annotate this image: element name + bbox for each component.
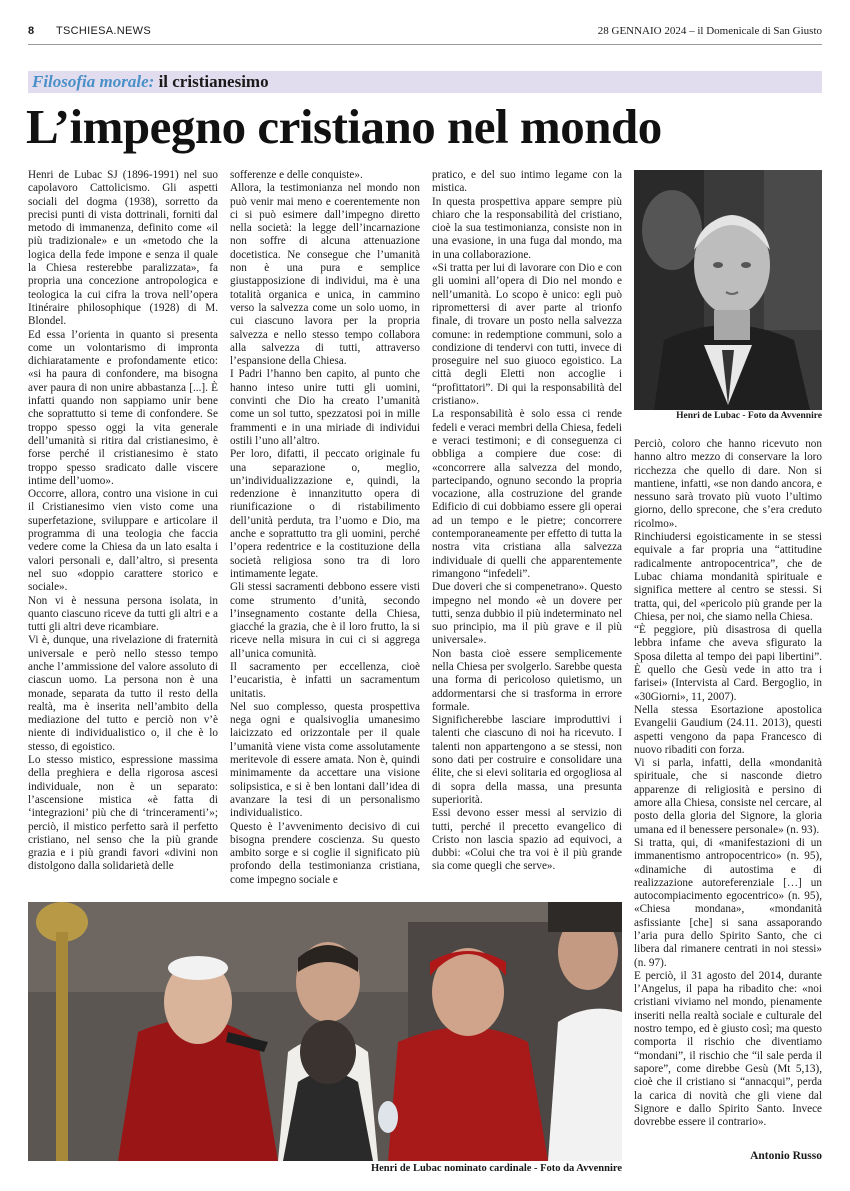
site-name: TSCHIESA.NEWS	[56, 25, 151, 37]
paragraph: Due doveri che si compenetrano». Questo impegno nel mondo «è un dovere per tutti, senza dubbio il più indeterminato nel suo principio, ma il più grave e il più universale».	[432, 581, 622, 647]
paragraph: In questa prospettiva appare sempre più chiaro che la responsabilità del cristiano, cioè la sua testimonianza, consiste non in una evasione, in una fuga dal mondo, ma in una collaborazione.	[432, 195, 622, 261]
paragraph: «Si tratta per lui di lavorare con Dio e con gli uomini all’opera di Dio nel mondo e nell’umanità. Lo scopo è unico: egli può ripromettersi di aver parte al trionfo finale, di trovare un posto nella salvezza comune: in redemptione communi, solo a condizione di tendervi con tutti, invece di proseguire nel suo giuoco egoistico. La città degli Eletti non accoglie i “profittatori”. Di qui la responsabilità del cristiano».	[432, 262, 622, 408]
paragraph: Nella stessa Esortazione apostolica Evangelii Gaudium (24.11. 2013), questi aspetti vengono da papa Francesco di nuovo ribaditi con forza.	[634, 703, 822, 756]
paragraph: Essi devono esser messi al servizio di tutti, perché il precetto evangelico di Cristo non lascia spazio ad equivoci, a dubbi: «Colui che tra voi è il più grande sia come quegli che serve».	[432, 807, 622, 873]
paragraph: Non basta cioè essere semplicemente nella Chiesa per svolgerlo. Sarebbe questa una forma di pericoloso quietismo, un addormentarsi che si trasforma in errore formale.	[432, 647, 622, 713]
paragraph: Per loro, difatti, il peccato originale fu una separazione o, meglio, un’individualizzazione e, quindi, la redenzione è innanzitutto opera di riunificazione o di ristabilimento dell’unità perduta, tra l’uomo e Dio, ma anche e soprattutto tra gli uomini, perché l’opera redentrice e la costituzione della società religiosa sono tra di loro intimamente legate.	[230, 448, 420, 580]
ceremony-caption: Henri de Lubac nominato cardinale - Foto da Avvennire	[370, 1163, 622, 1174]
paragraph: “È peggiore, più disastrosa di quella lebbra infame che aveva sfigurato la Sposa diletta al tempo dei papi libertini”. È quello che Gesù vede in atto tra i farisei» (Intervista al Card. Bergoglio, in «30Giorni», 11, 2007).	[634, 624, 822, 703]
article-headline: L’impegno cristiano nel mondo	[26, 99, 662, 154]
paragraph: E perciò, il 31 agosto del 2014, durante l’Angelus, il papa ha ribadito che: «noi cristiani viviamo nel mondo, pienamente inseriti nella realtà sociale e culturale del nostro tempo, ed è giusto così; ma questo comporta il rischio che diventiamo “mondani”, il rischio che “il sale perda il sapore”, come direbbe Gesù (Mt 5,13), cioè che il cristiano si “annacqui”, perda la carica di novità che gli viene dal Signore e dallo Spirito Santo. Invece dovrebbe essere il contrario».	[634, 969, 822, 1129]
paragraph: Gli stessi sacramenti debbono essere visti come strumento d’unità, secondo l’insegnamento costante della Chiesa, giacché la grazia, che è il loro frutto, la si riceve nella misura in cui ci si aggrega all’unica comunità.	[230, 581, 420, 660]
paragraph: Significherebbe lasciare improduttivi i talenti che ciascuno di noi ha ricevuto. I talenti non appartengono a se stessi, non sono dati per costruire e consolidare una élite, che si elevi solitaria ed orgogliosa al di sopra della massa, una presunta superiorità.	[432, 714, 622, 806]
running-header	[28, 22, 822, 42]
paragraph: Henri de Lubac SJ (1896-1991) nel suo capolavoro Cattolicismo. Gli aspetti sociali del dogma (1938), sorretto da precisi punti di vista dottrinali, forniti dal metodo di immanenza, definito come «il più tradizionale» e un «metodo che la logica della fede impone e senza il quale la Chiesa resterebbe paralizzata», fa propria una concezione antropologica e teologica la cui cifra la trova nell’opera Itinéraire philosophique (1928) di M. Blondel.	[28, 169, 218, 328]
kicker-topic: il cristianesimo	[158, 72, 269, 91]
paragraph: Nel suo complesso, questa prospettiva nega ogni e qualsivoglia umanesimo laicizzato ed orizzontale per il quale l’umanità viene vista come assolutamente meritevole di essere amata. Non è, quindi minimamente da accettare una visione solipsistica, e si è ben lontani dall’idea di avanzare la tesi di un personalismo individualistico.	[230, 700, 420, 820]
paragraph: Allora, la testimonianza nel mondo non può venir mai meno e coerentemente non ci si può esimere dall’impegno diretto nella società: la legge dell’incarnazione non soffre di alcuna attenuazione docetistica. Ne consegue che l’umanità non è una pura e semplice giustapposizione di individui, ma è una totalità organica e unica, in cammino verso la salvezza come un solo uomo, in cui ciascuno lavora per la propria salvezza e nello stesso tempo collabora alla salvezza di tutti, attraverso l’espansione della Chiesa.	[230, 182, 420, 368]
issue-date: 28 GENNAIO 2024 – il Domenicale di San Giusto	[597, 25, 822, 37]
article-column-4	[634, 438, 822, 1129]
cardinal-ceremony-photo	[28, 902, 622, 1161]
paragraph: Lo stesso mistico, espressione massima della preghiera e della rigorosa ascesi individuale, non è un separato: l’ascensione mistica «è fatta di ‘integrazioni’ più che di ‘trinceramenti’»; perciò, il mistico perfetto sarà il perfetto cristiano, nel senso che la più grande grazia e i più grandi favori «divini non distolgono dalla solidarietà delle	[28, 754, 218, 873]
article-column-2	[230, 169, 420, 887]
paragraph: Non vi è nessuna persona isolata, in quanto ciascuno riceve da tutti gli altri e a tutti gli altri deve ricambiare.	[28, 594, 218, 634]
article-column-3	[432, 169, 622, 874]
portrait-photo	[634, 170, 822, 410]
paragraph: sofferenze e delle conquiste».	[230, 169, 363, 181]
paragraph: Questo è l’avvenimento decisivo di cui bisogna prendere coscienza. Su questo ambito sorge e si coglie il significato più profondo della testimonianza cristiana, come impegno sociale e	[230, 820, 420, 886]
kicker-section: Filosofia morale:	[32, 72, 155, 91]
paragraph: Si tratta, qui, di «manifestazioni di un immanentismo antropocentrico» (n. 95), «dinamiche di autostima e di realizzazione autoreferenziale […] un autocompiacimento egocentrico» (n. 95), «Chiesa mondana», «mondanità asfissiante [che] si sana assaporando l’aria pura dello Spirito Santo, che ci libera dal rimanere centrati in noi stessi» (n. 97).	[634, 836, 822, 969]
paragraph: pratico, e del suo intimo legame con la mistica.	[432, 169, 622, 195]
section-kicker	[28, 71, 822, 93]
paragraph: La responsabilità è solo essa ci rende fedeli e veraci membri della Chiesa, fedeli e veraci testimoni; e di conseguenza ci obbliga a compiere due cose: di «concorrere alla salvezza del mondo, partecipando, ognuno secondo la propria vocazione, alla costruzione del grande Edificio di cui dobbiamo essere gli operai ad un tempo e le pietre; concorrere contemporaneamente per effetto di tutta la nostra vita cristiana alla salvezza individuale di quelli che apparentemente rimangono “infedeli”.	[432, 408, 622, 580]
paragraph: Vi si parla, infatti, della «mondanità spirituale, che si nasconde dietro apparenze di religiosità e persino di amore alla Chiesa, consiste nel cercare, al posto della gloria del Signore, la gloria umana ed il benessere personale» (n. 93).	[634, 757, 822, 836]
paragraph: Occorre, allora, contro una visione in cui il Cristianesimo vien visto come una superfetazione, sviluppare e articolare il programma di una teologia che faccia vedere come la Chiesa da un lato esalta i valori personali e, dall’altro, si presenta nel suo «doppio carattere storico e sociale».	[28, 488, 218, 594]
paragraph: I Padri l’hanno ben capito, al punto che hanno inteso unire tutti gli uomini, convinti che Dio ha creato l’umanità come un sol tutto, spezzatosi poi in mille frammenti e in una miriade di individui ostili l’uno all’altro.	[230, 368, 420, 447]
paragraph: Vi è, dunque, una rivelazione di fraternità universale e però nello stesso tempo anche l’ammissione del valore assoluto di ciascun uomo. La persona non è una monade, separata da tutto il resto della realtà, ma è inserita nell’ambito della mediazione del tutto e perciò non v’è niente di individualistico o, il che è lo stesso, di egoistico.	[28, 634, 218, 753]
portrait-caption: Henri de Lubac - Foto da Avvennire	[676, 411, 822, 421]
paragraph: Il sacramento per eccellenza, cioè l’eucaristia, è infatti un sacramentum unitatis.	[230, 660, 420, 700]
paragraph: Ed essa l’orienta in quanto si presenta come un volontarismo di impronta dichiaratamente e profondamente etico: «si ha paura di confondere, ma bisogna aver paura di non unire abbastanza [...]. È infatti quando non sappiamo unir bene che soprattutto si teme di confondere. Se troppo spesso oggi la vita generale dell’umanità si ritira dal cristianesimo, è forse perché il cristianesimo è stato troppo spesso sradicato dalle viscere intime dell’uomo».	[28, 328, 218, 487]
header-rule	[28, 44, 822, 45]
paragraph: Perciò, coloro che hanno ricevuto non hanno altro mezzo di conservare la loro ricchezza che quello di dare. Non si mantiene, infatti, «se non dando ancora, e nessuno sarà trovato più vuoto l’ultimo giorno, dello sprecone, che s’era creduto ricolmo».	[634, 438, 822, 530]
author-byline: Antonio Russo	[750, 1150, 822, 1162]
page-number: 8	[28, 25, 35, 37]
paragraph: Rinchiudersi egoisticamente in se stessi equivale a far propria una “attitudine radicalmente antropocentrica”, che de Lubac chiama mondanità spirituale e significa mettere al centro se stessi. Si tratta, qui, del «pericolo più grande per la Chiesa, per noi, che siamo nella Chiesa.	[634, 531, 822, 623]
article-column-1	[28, 169, 218, 874]
